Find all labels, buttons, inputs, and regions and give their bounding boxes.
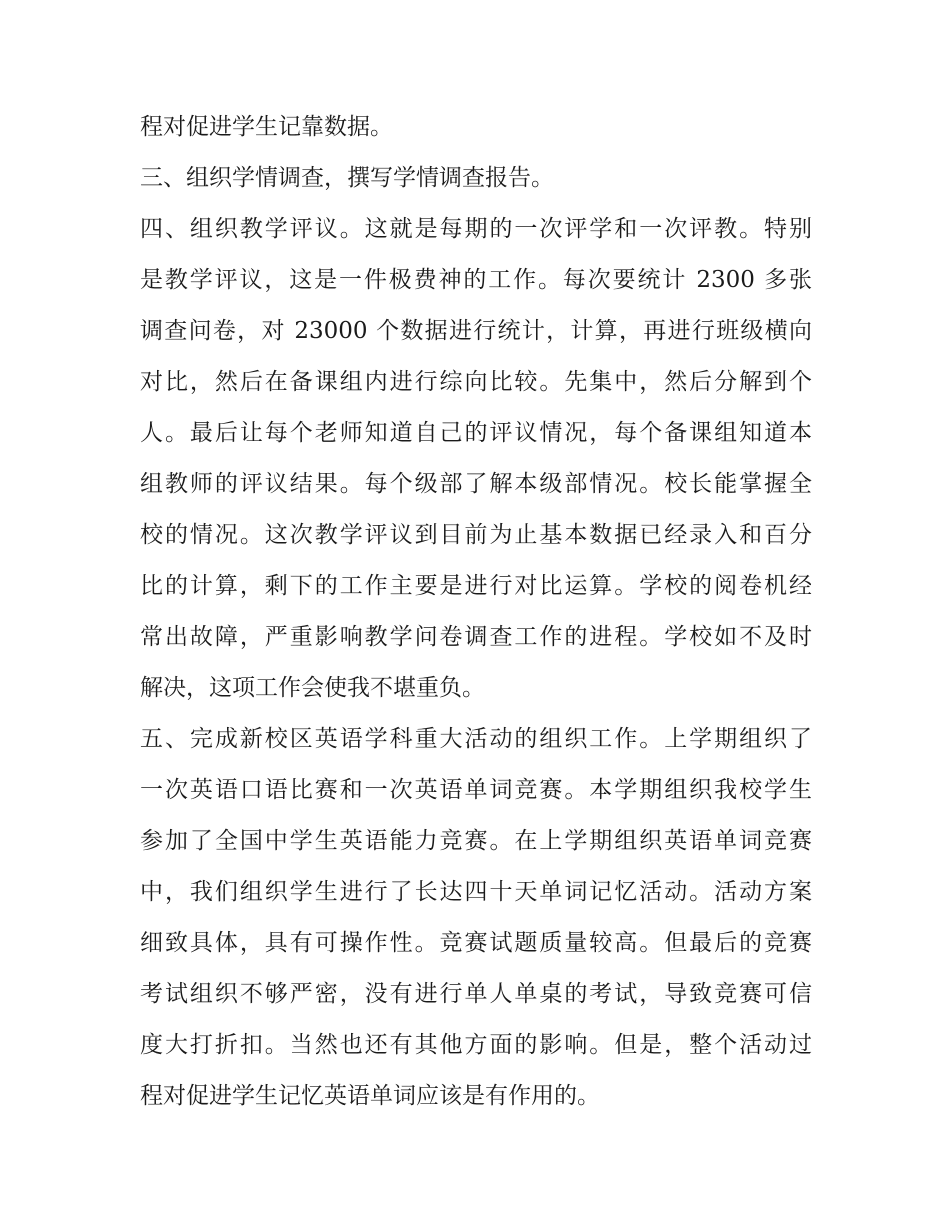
text-line-8: 组教师的评议结果。每个级部了解本级部情况。校长能掌握全 xyxy=(140,471,812,497)
text-line-11: 常出故障，严重影响教学问卷调查工作的进程。学校如不及时 xyxy=(140,624,812,650)
text-line-12: 解决，这项工作会使我不堪重负。 xyxy=(140,675,485,701)
document-body xyxy=(140,102,812,1122)
text-line-5: 调查问卷，对 23000 个数据进行统计，计算，再进行班级横向 xyxy=(140,318,812,344)
text-line-16: 中，我们组织学生进行了长达四十天单词记忆活动。活动方案 xyxy=(140,879,812,905)
text-line-14: 一次英语口语比赛和一次英语单词竞赛。本学期组织我校学生 xyxy=(140,777,812,803)
text-line-13: 五、完成新校区英语学科重大活动的组织工作。上学期组织了 xyxy=(140,726,812,752)
text-line-3: 四、组织教学评议。这就是每期的一次评学和一次评教。特别 xyxy=(140,216,812,242)
text-line-7: 人。最后让每个老师知道自己的评议情况，每个备课组知道本 xyxy=(140,420,812,446)
text-line-20: 程对促进学生记忆英语单词应该是有作用的。 xyxy=(140,1083,600,1109)
text-line-19: 度大打折扣。当然也还有其他方面的影响。但是，整个活动过 xyxy=(140,1032,812,1058)
text-line-15: 参加了全国中学生英语能力竞赛。在上学期组织英语单词竞赛 xyxy=(140,828,812,854)
text-line-1: 程对促进学生记靠数据。 xyxy=(140,114,393,140)
text-line-2: 三、组织学情调查，撰写学情调查报告。 xyxy=(140,165,554,191)
text-line-18: 考试组织不够严密，没有进行单人单桌的考试，导致竞赛可信 xyxy=(140,981,812,1007)
text-line-10: 比的计算，剩下的工作主要是进行对比运算。学校的阅卷机经 xyxy=(140,573,812,599)
text-line-17: 细致具体，具有可操作性。竞赛试题质量较高。但最后的竞赛 xyxy=(140,930,812,956)
text-line-4: 是教学评议，这是一件极费神的工作。每次要统计 2300 多张 xyxy=(140,267,812,293)
text-line-6: 对比，然后在备课组内进行综向比较。先集中，然后分解到个 xyxy=(140,369,812,395)
text-line-9: 校的情况。这次教学评议到目前为止基本数据已经录入和百分 xyxy=(140,522,812,548)
